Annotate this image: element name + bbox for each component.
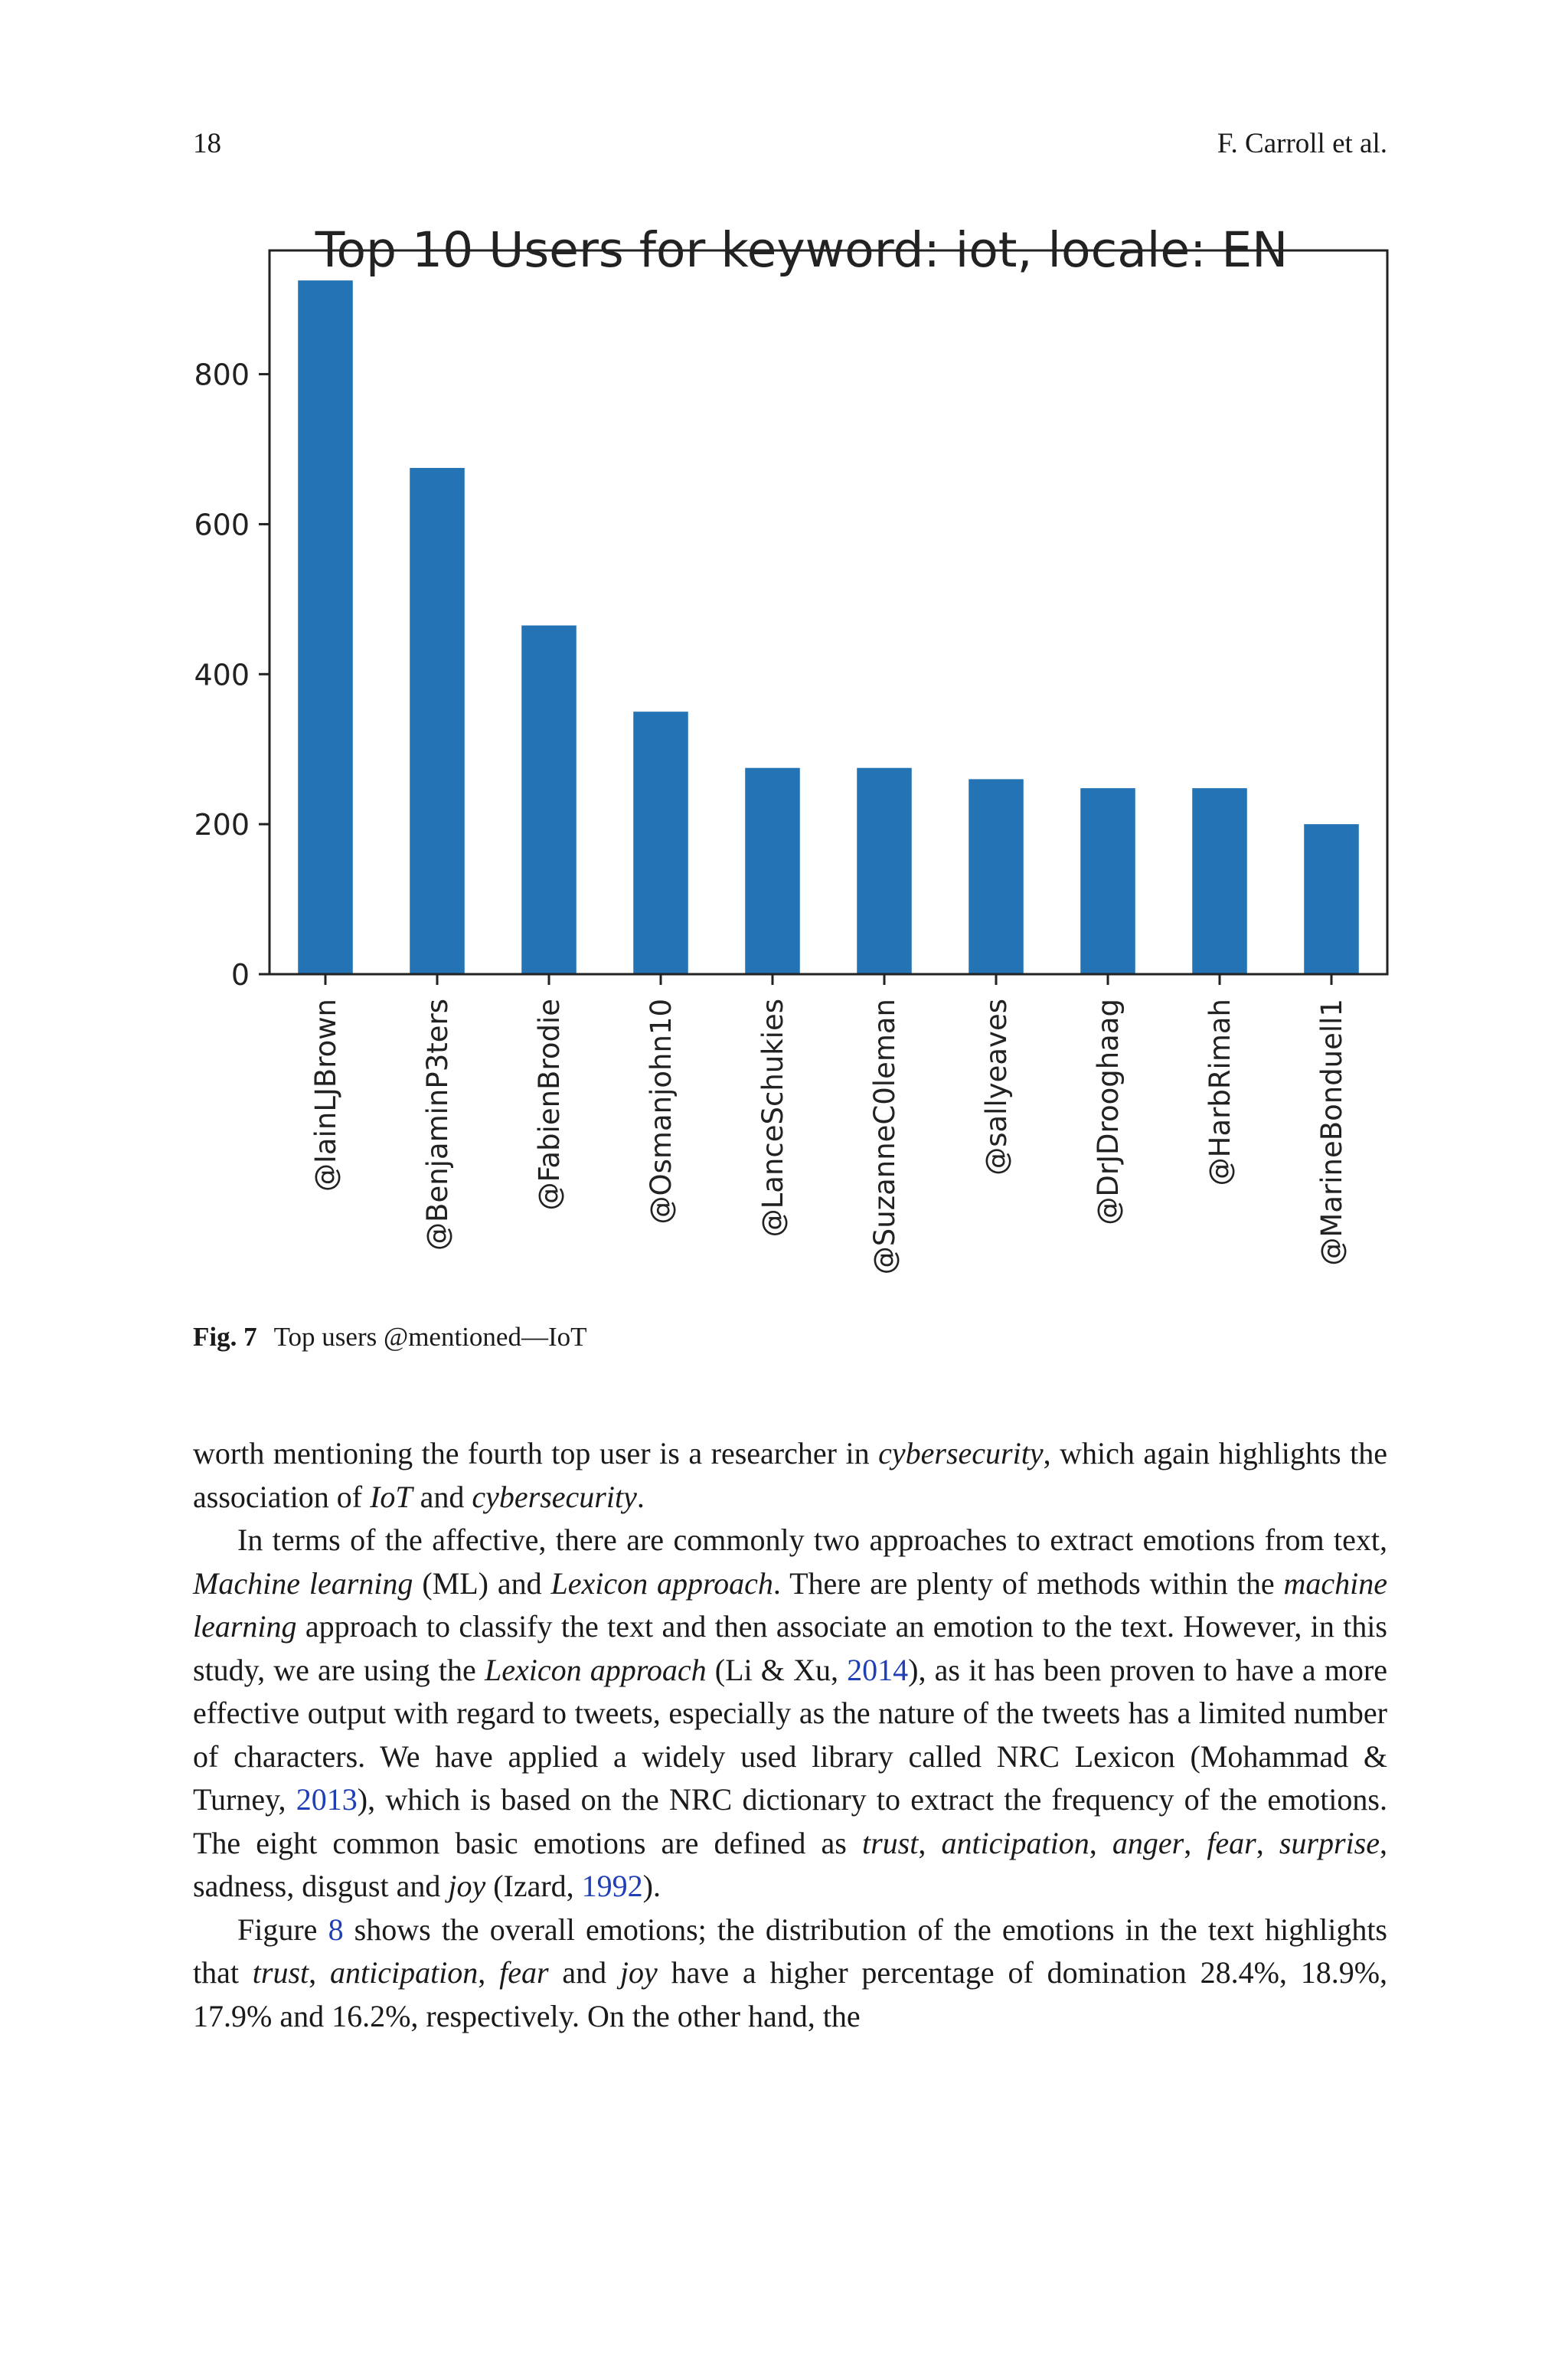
x-tick-label: @HarbRimah [1204,999,1236,1186]
text-span: , sadness, disgust and [193,1825,1387,1903]
x-axis [309,974,1348,1274]
emphasis: fear [1207,1825,1256,1860]
bar-fabienbrodie [521,626,577,974]
bar-harbrimah [1192,788,1247,974]
emphasis: IoT [370,1479,413,1514]
text-span: worth mentioning the fourth top user is a researcher in [193,1436,879,1470]
y-tick-label: 0 [230,958,250,992]
text-span: (ML) and [413,1565,551,1601]
emphasis: cybersecurity [878,1436,1044,1470]
paragraph-2 [193,1519,1387,1909]
text-span: , [918,1825,942,1860]
emphasis: machine learning [193,1565,1387,1644]
figure-link-8[interactable]: 8 [328,1912,344,1947]
text-span: (Li & Xu, [706,1652,848,1687]
text-span: shows the overall emotions; the distribution of the emotions in the text highlights that [193,1912,1387,1990]
text-span: In terms of the affective, there are commonly two approaches to extract emotions from text, [237,1523,1387,1557]
x-tick-label: @MarineBonduell1 [1315,999,1348,1266]
figure-label: Fig. 7 [193,1322,257,1352]
emphasis: anticipation [329,1955,479,1990]
citation-link-1992[interactable]: 1992 [581,1869,643,1903]
y-tick-label: 200 [194,808,250,842]
figure-caption [193,1322,586,1353]
bar-osmanjohn10 [633,711,688,974]
body-text [193,1432,1387,2038]
x-tick-label: @SuzanneC0leman [868,999,901,1275]
text-span: , [478,1955,500,1990]
emphasis: fear [499,1955,549,1990]
text-span: and [412,1479,472,1514]
bar-suzannec0leman [857,768,912,974]
emphasis: Lexicon approach [550,1565,773,1601]
figure-caption-text: Top users @mentioned—IoT [273,1322,587,1352]
y-tick-label: 600 [194,508,250,542]
x-tick-label: @IainLJBrown [309,999,342,1192]
text-span: (Izard, [485,1869,582,1903]
emphasis: joy [448,1869,486,1903]
paragraph-1 [193,1432,1387,1519]
y-tick-label: 400 [194,658,250,692]
citation-link-2014[interactable]: 2014 [847,1652,909,1687]
y-tick-label: 800 [194,358,250,392]
x-tick-label: @Osmanjohn10 [645,999,678,1225]
text-span: , [1089,1825,1112,1860]
chart-title: Top 10 Users for keyword: iot, locale: EN [315,222,1289,278]
citation-link-2013[interactable]: 2013 [296,1782,358,1817]
x-tick-label: @FabienBrodie [533,999,566,1211]
emphasis: joy [619,1955,658,1990]
text-span: , [309,1955,330,1990]
emphasis: Lexicon approach [484,1652,707,1687]
text-span: ). [642,1869,661,1903]
text-span: ), as it has been proven to have a more effective output with regard to tweets, especially as the nature of the tweets has a limited number of characters. We have applied a widely used library called NRC Lexicon (Mohammad & Turney, [193,1652,1387,1817]
chart-bars [298,280,1359,974]
x-tick-label: @sallyeaves [980,999,1013,1176]
emphasis: surprise [1279,1825,1380,1860]
bar-lanceschukies [745,768,800,974]
page-number: 18 [193,128,221,159]
y-axis [194,358,270,992]
text-span: , [1256,1825,1279,1860]
bar-iainljbrown [298,280,353,974]
paragraph-3 [193,1909,1387,2039]
text-span: , [1184,1825,1207,1860]
running-head: F. Carroll et al. [1217,128,1387,159]
text-span: and [548,1955,620,1990]
text-span: . There are plenty of methods within the [773,1565,1284,1601]
emphasis: Machine learning [193,1565,413,1601]
text-span: ), which is based on the NRC dictionary to extract the frequency of the emotions. The eight common basic emotions are defined as [193,1782,1387,1860]
text-span: Figure [237,1912,328,1947]
emphasis: trust [252,1955,309,1990]
x-tick-label: @LanceSchukies [756,999,789,1238]
emphasis: anticipation [941,1825,1089,1860]
bar-sallyeaves [969,779,1024,974]
text-span: . [636,1479,645,1514]
x-tick-label: @BenjaminP3ters [421,999,454,1251]
text-span: , which again highlights the association of [193,1436,1388,1514]
text-span: have a higher percentage of domination 28.4%, 18.9%, 17.9% and 16.2%, respectively. On the other hand, the [193,1955,1388,2033]
emphasis: anger [1112,1825,1184,1860]
emphasis: trust [861,1825,919,1860]
x-tick-label: @DrJDrooghaag [1092,999,1125,1225]
bar-marinebonduell1 [1304,824,1359,974]
bar-benjaminp3ters [410,468,465,974]
text-span: approach to classify the text and then associate an emotion to the text. However, in this study, we are using the [193,1609,1387,1687]
emphasis: cybersecurity [472,1479,637,1514]
bar-drjdrooghaag [1080,788,1135,974]
